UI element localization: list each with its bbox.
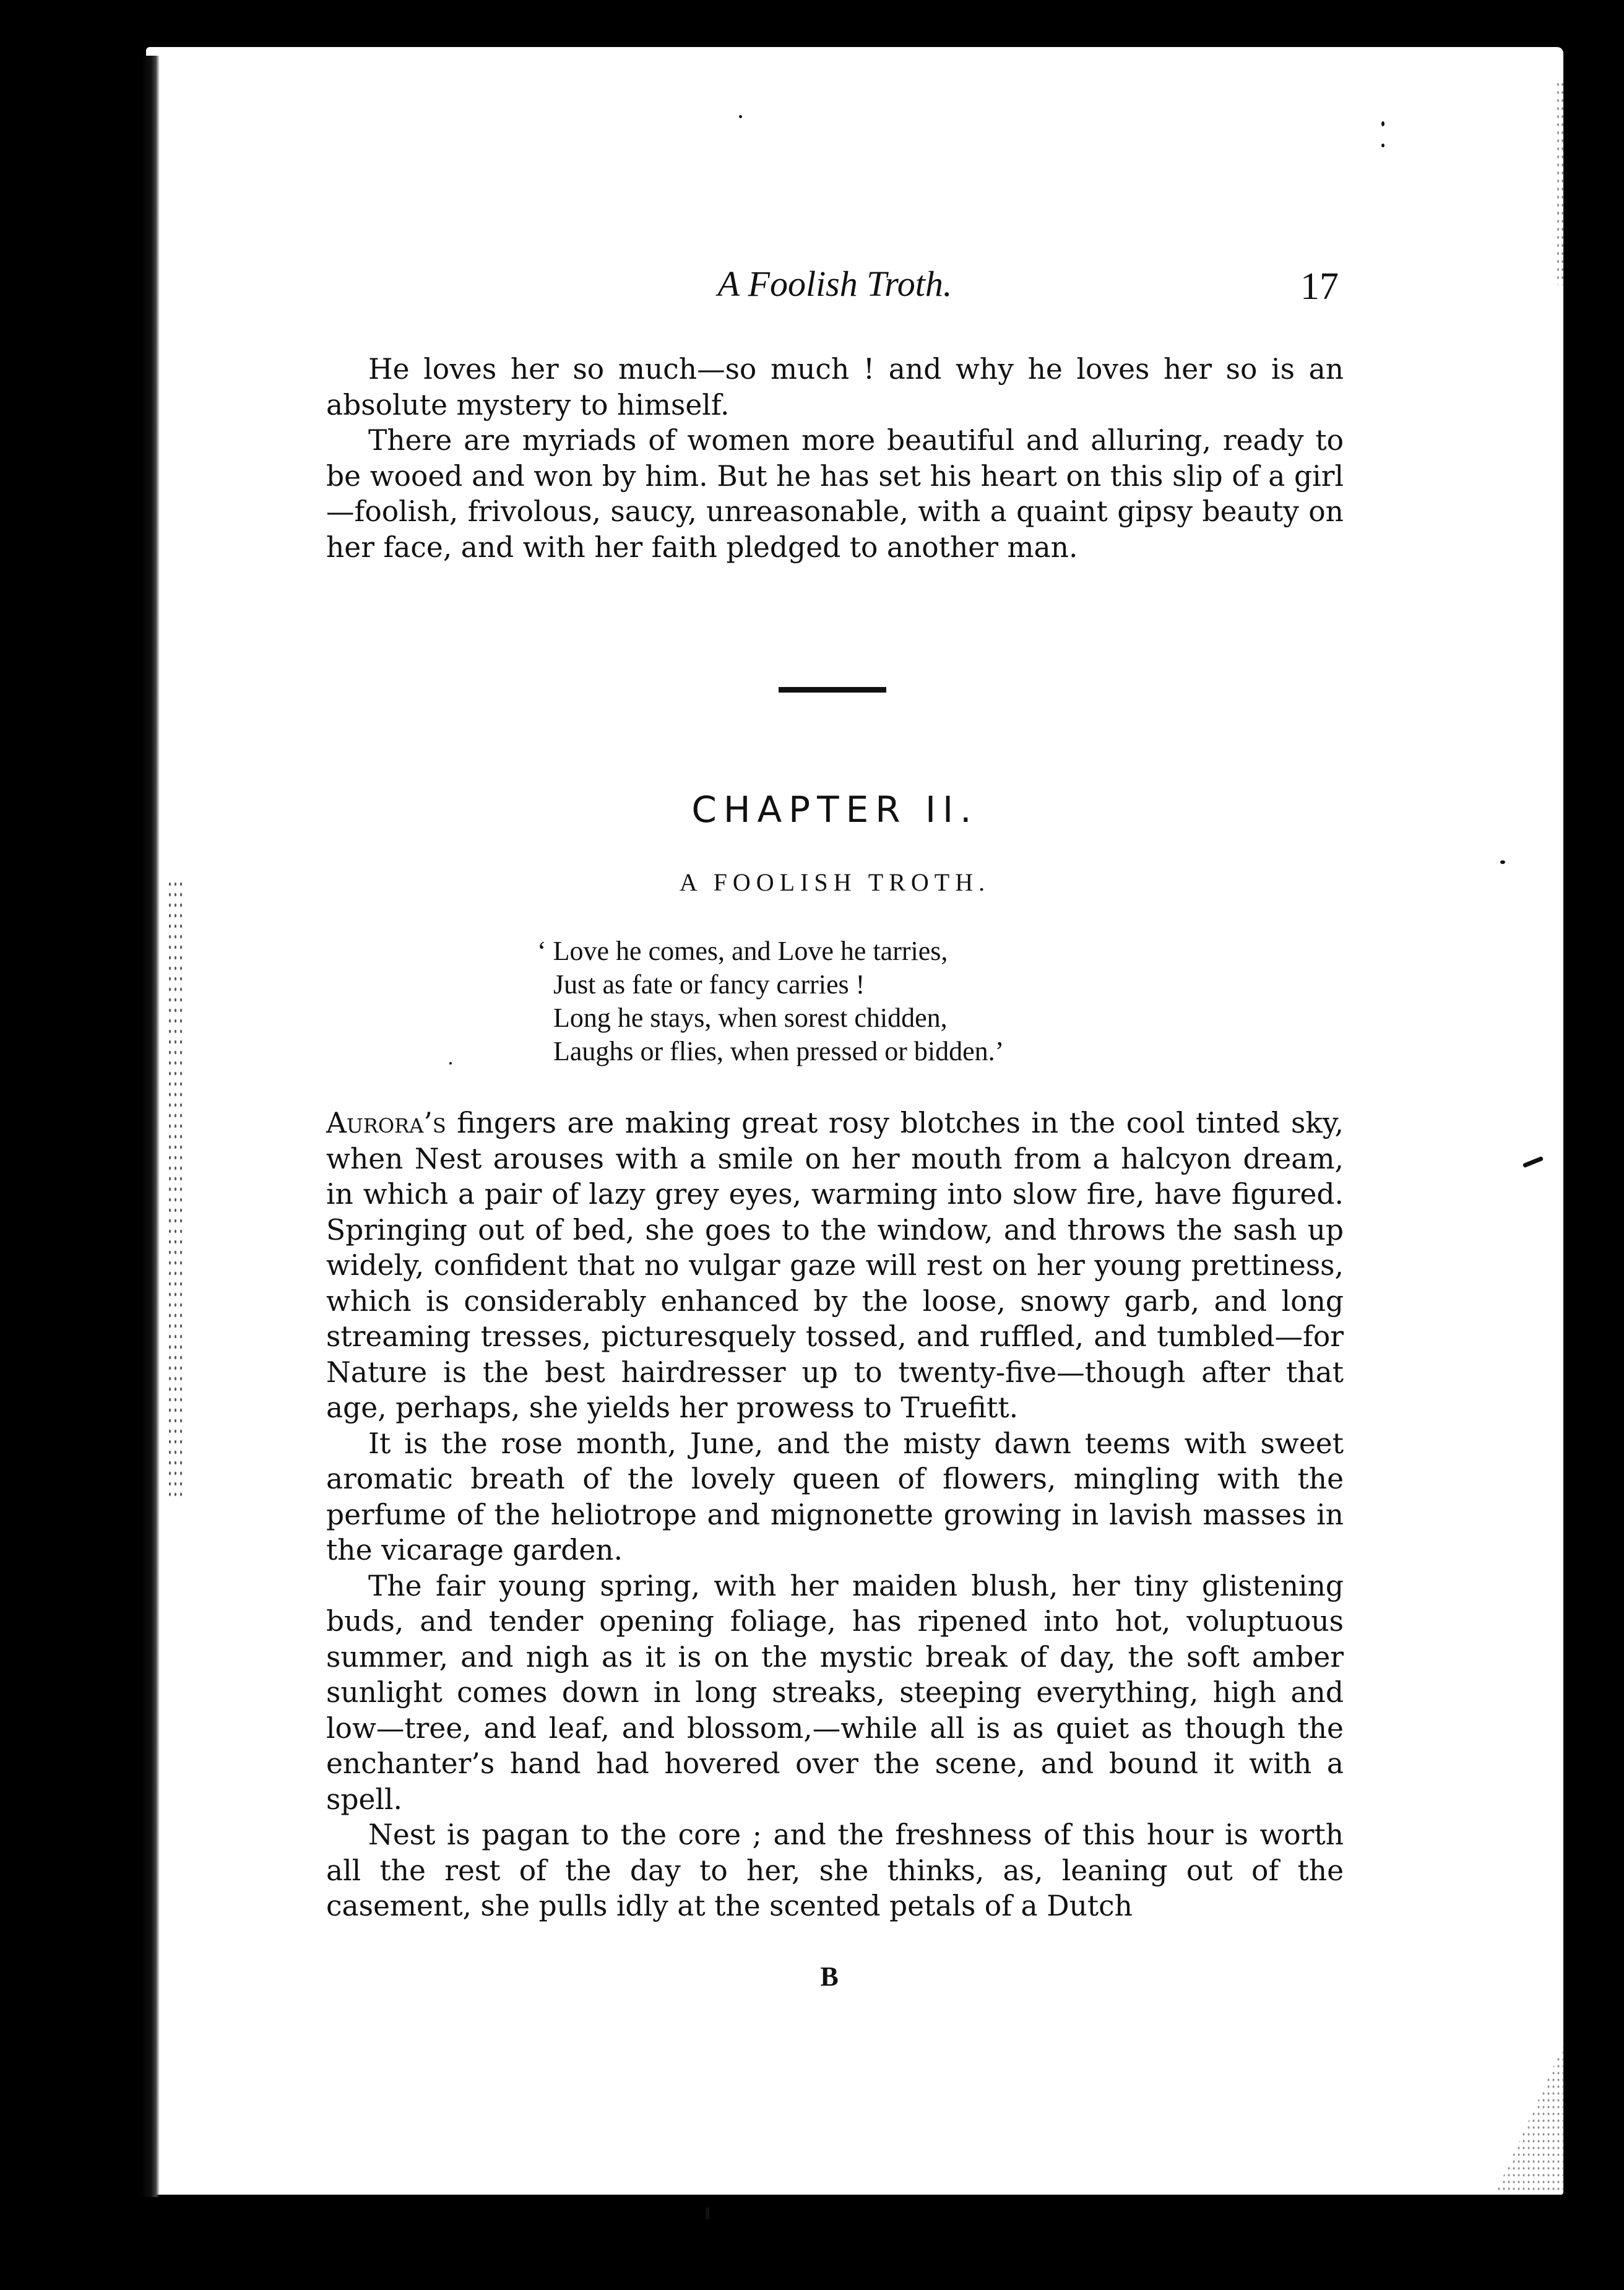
- signature-mark: B: [820, 1961, 839, 1992]
- epigraph-line: ‘ Love he comes, and Love he tarries,: [537, 936, 948, 966]
- paragraph: [326, 1105, 1344, 1426]
- epigraph-line: Long he stays, when sorest chidden,: [553, 1003, 948, 1033]
- epigraph-line: Laughs or flies, when pressed or bidden.’: [553, 1036, 1004, 1066]
- section-divider-rule: [779, 687, 886, 693]
- previous-chapter-ending: [326, 352, 1344, 565]
- chapter-body: [326, 1105, 1344, 1924]
- paragraph-lead-word: Aurora’s: [326, 1107, 446, 1139]
- paragraph: There are myriads of women more beautiful and alluring, ready to be wooed and won by him. But he has set his heart on this slip of a girl—foolish, frivolous, saucy, unreasonable, with a quaint gipsy beauty on her face, and with her faith pledged to another man.: [326, 424, 1344, 564]
- paper-speck: [449, 1062, 452, 1065]
- paper-speck: [1381, 121, 1384, 126]
- paper-speck: [1381, 144, 1384, 147]
- paper-speck: [1500, 860, 1505, 864]
- running-head: [326, 262, 1344, 306]
- epigraph-line: Just as fate or fancy carries !: [553, 969, 865, 1000]
- paper-speck: [706, 2207, 709, 2219]
- chapter-title: A FOOLISH TROTH.: [679, 868, 991, 896]
- running-title: A Foolish Troth.: [717, 264, 952, 304]
- epigraph: [537, 935, 1218, 1068]
- chapter-heading: CHAPTER II.: [691, 789, 978, 831]
- paragraph-text: fingers are making great rosy blotches in the cool tinted sky, when Nest arouses with a smile on her mouth from a halcyon dream, in which a pair of lazy grey eyes, warming into slow fire, have figured. Springing out of bed, she goes to the window, and throws the sash up widely, confident that no vulgar gaze will rest on her young prettiness, which is considerably enhanced by the loose, snowy garb, and long streaming tresses, picturesquely tossed, and ruffled, and tumbled—for Nature is the best hairdresser up to twenty-five—though after that age, perhaps, she yields her prowess to Truefitt.: [326, 1107, 1344, 1424]
- binding-edge: [141, 56, 160, 2197]
- torn-edge-top-right: [1556, 80, 1565, 285]
- page-number: 17: [1300, 266, 1339, 308]
- binding-speckles: [167, 879, 186, 1498]
- paragraph: He loves her so much—so much ! and why he loves her so is an absolute mystery to himself.: [326, 353, 1344, 421]
- paragraph: It is the rose month, June, and the misty dawn teems with sweet aromatic breath of the lovely queen of flowers, mingling with the perfume of the heliotrope and mignonette growing in lavish masses in the vicarage garden.: [326, 1427, 1344, 1566]
- punch-hole: [37, 1504, 63, 1530]
- paper-speck: [739, 115, 742, 118]
- paragraph: Nest is pagan to the core ; and the freshness of this hour is worth all the rest of the day to her, she thinks, as, leaning out of the casement, she pulls idly at the scented petals of a Dutch: [326, 1818, 1344, 1922]
- paragraph: The fair young spring, with her maiden blush, her tiny glistening buds, and tender opening foliage, has ripened into hot, voluptuous summer, and nigh as it is on the mystic break of day, the soft amber sunlight comes down in long streaks, steeping everything, high and low—tree, and leaf, and blossom,—while all is as quiet as though the enchanter’s hand had hovered over the scene, and bound it with a spell.: [326, 1569, 1344, 1816]
